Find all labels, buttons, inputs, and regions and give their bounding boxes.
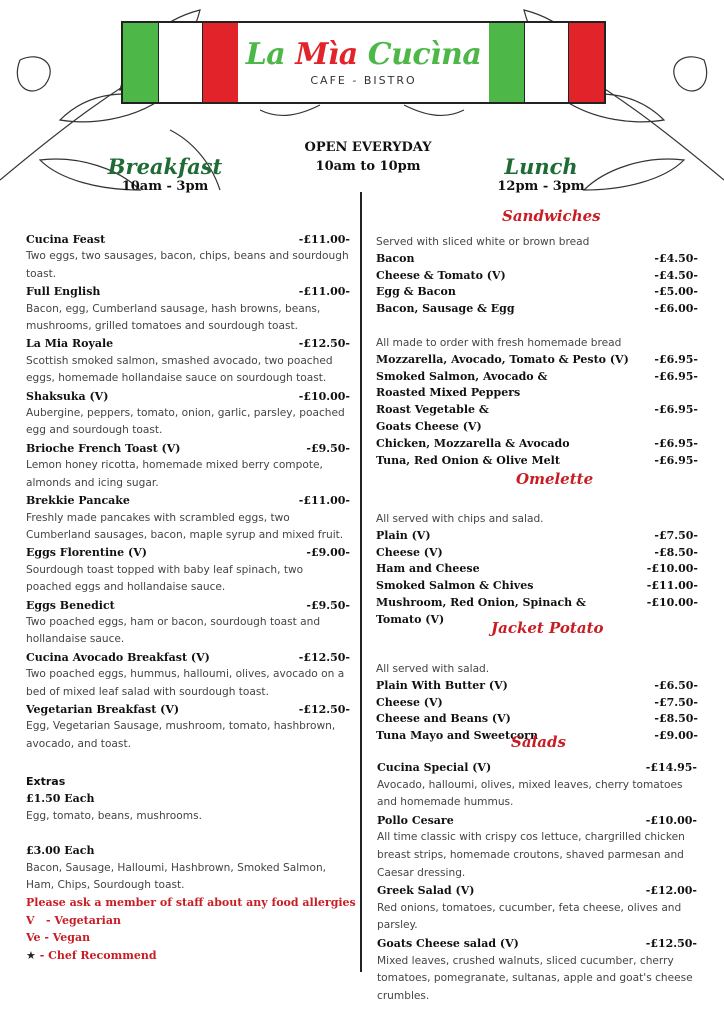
breakfast-header (90, 154, 240, 194)
item-name: Brioche French Toast (V) (26, 441, 181, 455)
section-note: Served with sliced white or brown bread (376, 236, 590, 248)
menu-item (377, 759, 697, 777)
item-description: Red onions, tomatoes, cucumber, feta cheese, olives and parsley. (377, 901, 682, 932)
hours-line: OPEN EVERYDAY (304, 140, 432, 155)
item-name: Plain With Butter (V) (376, 678, 508, 692)
item-name: Cucina Avocado Breakfast (V) (26, 650, 210, 664)
menu-item (26, 283, 350, 300)
column-divider (360, 192, 362, 972)
item-name: Cheese and Beans (V) (376, 712, 511, 726)
menu-item (376, 711, 698, 728)
menu-item (26, 649, 350, 666)
item-price: -£12.00- (645, 884, 697, 898)
logo-banner (121, 21, 606, 104)
menu-item (376, 402, 698, 436)
opening-hours (268, 138, 468, 176)
omelette-heading: Omelette (516, 470, 594, 488)
item-name: Cheese (V) (376, 545, 443, 559)
menu-item (376, 284, 698, 301)
extras-title: Extras (26, 775, 66, 788)
item-price: -£6.95- (654, 436, 698, 450)
item-description: Egg, Vegetarian Sausage, mushroom, tomato, hashbrown, avocado, and toast. (26, 720, 336, 750)
item-name: Tuna Mayo and Sweetcorn (376, 729, 538, 743)
logo-part: Mìa (295, 37, 368, 72)
item-price: -£12.50- (298, 337, 350, 351)
item-name: Eggs Benedict (26, 598, 115, 612)
menu-item (26, 388, 350, 405)
item-name: Brekkie Pancake (26, 494, 130, 508)
menu-item (376, 268, 698, 285)
jacket-potato-heading: Jacket Potato (491, 619, 604, 637)
sandwiches-list (376, 234, 698, 318)
item-name: Mozzarella, Avocado, Tomato & Pesto (V) (376, 352, 629, 366)
menu-item (26, 701, 350, 718)
item-price: -£11.00- (298, 285, 350, 299)
star-icon: ★ (26, 948, 36, 962)
item-price: -£10.00- (298, 389, 350, 403)
item-description: Two eggs, two sausages, bacon, chips, beans and sourdough toast. (26, 250, 349, 280)
extras-price: £1.50 Each (26, 792, 95, 806)
extras-items: Bacon, Sausage, Halloumi, Hashbrown, Smoked Salmon, Ham, Chips, Sourdough toast. (26, 861, 327, 892)
menu-item (376, 561, 698, 578)
item-price: -£9.00- (306, 546, 350, 560)
logo-part: Cucìna (367, 37, 482, 72)
menu-item (26, 231, 350, 248)
menu-item (377, 935, 697, 953)
item-description: Freshly made pancakes with scrambled eggs, two Cumberland sausages, bacon, maple syrup and mixed fruit. (26, 511, 344, 541)
item-price: -£9.00- (654, 729, 698, 743)
item-price: -£8.50- (654, 712, 698, 726)
item-name: Bacon (376, 251, 415, 265)
extras-section (26, 773, 356, 964)
item-name: Pollo Cesare (377, 813, 454, 827)
item-name: Chicken, Mozzarella & Avocado (376, 436, 570, 450)
item-name: Cucina Special (V) (377, 761, 492, 774)
item-price: -£9.50- (306, 441, 350, 455)
section-note: All served with salad. (376, 663, 490, 675)
menu-item (26, 335, 350, 352)
item-name: Smoked Salmon & Chives (376, 579, 534, 593)
breakfast-list (26, 231, 350, 753)
item-description: Sourdough toast topped with baby leaf spinach, two poached eggs and hollandaise sauce. (26, 563, 304, 594)
item-price: -£10.00- (646, 595, 698, 609)
menu-item (377, 812, 697, 830)
item-price: -£14.95- (645, 761, 697, 774)
item-price: -£6.00- (654, 302, 698, 316)
item-description: Two poached eggs, ham or bacon, sourdough toast and hollandaise sauce. (26, 615, 321, 646)
item-price: -£6.95- (654, 352, 698, 366)
item-price: -£9.50- (306, 598, 350, 612)
menu-item (376, 695, 698, 712)
item-name: Shaksuka (V) (26, 389, 109, 403)
lunch-header (466, 154, 616, 194)
item-name: Full English (26, 285, 101, 299)
item-price: -£7.50- (654, 695, 698, 709)
lunch-title: Lunch (504, 154, 578, 179)
menu-item (376, 352, 698, 369)
breakfast-time: 10am - 3pm (121, 179, 209, 194)
item-name: La Mia Royale (26, 337, 114, 351)
item-description: Mixed leaves, crushed walnuts, sliced cucumber, cherry tomatoes, pomegranate, sultanas, apple and goat's cheese crumbles. (377, 954, 693, 1002)
chef-recommend-key: - Chef Recommend (35, 948, 157, 962)
item-name: Plain (V) (376, 528, 431, 542)
item-name: Smoked Salmon, Avocado & Roasted Mixed Peppers (376, 369, 548, 400)
item-price: -£10.00- (645, 813, 697, 827)
menu-item (376, 453, 698, 470)
item-price: -£5.00- (654, 285, 698, 299)
breakfast-title: Breakfast (107, 154, 223, 179)
item-name: Greek Salad (V) (377, 884, 475, 898)
item-name: Vegetarian Breakfast (V) (26, 702, 180, 716)
sandwiches-made-list (376, 335, 698, 469)
logo (238, 23, 489, 102)
omelette-list (376, 511, 698, 629)
menu-item (376, 678, 698, 695)
item-name: Cucina Feast (26, 233, 106, 246)
item-description: Avocado, halloumi, olives, mixed leaves, cherry tomatoes and homemade hummus. (377, 778, 683, 809)
item-price: -£4.50- (654, 268, 698, 282)
extras-price: £3.00 Each (26, 844, 95, 858)
menu-item (376, 369, 698, 403)
item-name: Ham and Cheese (376, 562, 480, 576)
item-name: Bacon, Sausage & Egg (376, 302, 515, 316)
menu-item (376, 436, 698, 453)
item-price: -£8.50- (654, 545, 698, 559)
item-name: Roast Vegetable & Goats Cheese (V) (376, 403, 489, 433)
menu-item (26, 597, 350, 614)
menu-item (26, 544, 350, 561)
item-name: Goats Cheese salad (V) (377, 936, 519, 950)
menu-item (377, 882, 697, 900)
item-price: -£6.50- (654, 678, 698, 692)
section-note: All made to order with fresh homemade bread (376, 337, 622, 349)
salads-list (377, 759, 697, 1005)
item-price: -£12.50- (645, 936, 697, 950)
item-price: -£4.50- (654, 251, 698, 265)
item-name: Egg & Bacon (376, 285, 456, 299)
hours-line: 10am to 10pm (315, 159, 421, 174)
item-price: -£12.50- (298, 650, 350, 664)
item-description: All time classic with crispy cos lettuce, chargrilled chicken breast strips, homemade croutons, shaved parmesan and Caesar dressing. (377, 831, 685, 879)
item-price: -£6.95- (654, 403, 698, 417)
item-name: Cheese (V) (376, 695, 443, 709)
item-price: -£11.00- (646, 579, 698, 593)
item-name: Cheese & Tomato (V) (376, 268, 506, 282)
item-description: Aubergine, peppers, tomato, onion, garlic, parsley, poached egg and sourdough toast. (26, 407, 345, 437)
menu-item (376, 545, 698, 562)
item-price: -£11.00- (298, 494, 350, 508)
item-name: Mushroom, Red Onion, Spinach & Tomato (V) (376, 595, 586, 626)
menu-item (376, 528, 698, 545)
item-price: -£12.50- (298, 702, 350, 716)
section-note: All served with chips and salad. (376, 513, 544, 525)
item-description: Scottish smoked salmon, smashed avocado, two poached eggs, homemade hollandaise sauce on sourdough toast. (26, 354, 333, 385)
item-price: -£10.00- (646, 562, 698, 576)
allergy-note: Please ask a member of staff about any food allergies (26, 896, 356, 910)
logo-part: La (245, 37, 296, 72)
item-price: -£11.00- (298, 233, 350, 246)
logo-subtitle: CAFE - BISTRO (310, 74, 417, 87)
menu-item (376, 301, 698, 318)
item-price: -£7.50- (654, 528, 698, 542)
lunch-time: 12pm - 3pm (497, 179, 585, 194)
vegetarian-key: V - Vegetarian (26, 913, 121, 927)
item-description: Two poached eggs, hummus, halloumi, olives, avocado on a bed of mixed leaf salad with sourdough toast. (26, 668, 345, 698)
item-description: Bacon, egg, Cumberland sausage, hash browns, beans, mushrooms, grilled tomatoes and sourdough toast. (26, 302, 321, 333)
vegan-key: Ve - Vegan (26, 931, 91, 945)
sandwiches-heading: Sandwiches (502, 207, 601, 225)
menu-item (26, 492, 350, 509)
item-name: Tuna, Red Onion & Olive Melt (376, 453, 560, 467)
item-price: -£6.95- (654, 453, 698, 467)
item-price: -£6.95- (654, 369, 698, 383)
item-description: Lemon honey ricotta, homemade mixed berry compote, almonds and icing sugar. (26, 459, 323, 489)
menu-item (376, 251, 698, 268)
extras-items: Egg, tomato, beans, mushrooms. (26, 809, 202, 822)
menu-item (26, 440, 350, 457)
salads-heading: Salads (511, 733, 566, 751)
item-name: Eggs Florentine (V) (26, 546, 147, 560)
menu-item (376, 578, 698, 595)
